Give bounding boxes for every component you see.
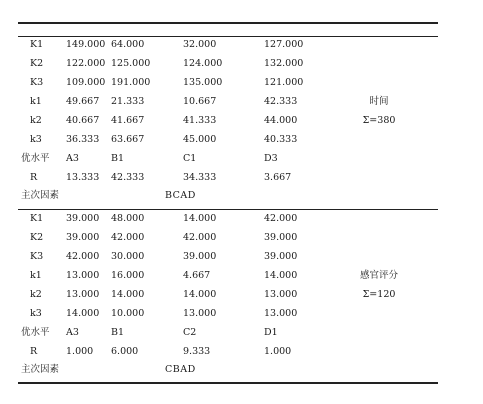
factor-b-value: 48.000	[111, 213, 145, 224]
factor-b-value: 64.000	[111, 39, 145, 50]
factor-d-value: 42.000	[264, 213, 298, 224]
factor-a-value: 13.000	[66, 289, 100, 300]
factor-c-value: 32.000	[183, 39, 217, 50]
row-label: K3	[30, 251, 44, 262]
factor-c-value: C1	[183, 153, 197, 164]
factor-c-value: 42.000	[183, 232, 217, 243]
order-label: 主次因素	[21, 364, 60, 375]
factor-a-value: 49.667	[66, 96, 100, 107]
order-row	[0, 187, 483, 205]
table-row	[0, 305, 483, 323]
order-row	[0, 361, 483, 379]
factor-c-value: 9.333	[183, 346, 211, 357]
factor-b-value: 10.000	[111, 308, 145, 319]
table-bottom-rule	[18, 382, 438, 384]
factor-b-value: 191.000	[111, 77, 151, 88]
row-label: k1	[30, 270, 42, 281]
factor-a-value: 13.000	[66, 270, 100, 281]
factor-d-value: 132.000	[264, 58, 304, 69]
factor-d-value: 13.000	[264, 308, 298, 319]
indicator-note: 感官评分	[359, 270, 398, 281]
row-label: k3	[30, 308, 42, 319]
factor-b-value: 16.000	[111, 270, 145, 281]
factor-c-value: C2	[183, 327, 197, 338]
factor-c-value: 124.000	[183, 58, 223, 69]
factor-b-value: 42.333	[111, 172, 145, 183]
row-label: R	[30, 346, 38, 357]
factor-a-value: 109.000	[66, 77, 106, 88]
indicator-note: Σ=120	[362, 289, 396, 300]
factor-a-value: 40.667	[66, 115, 100, 126]
factor-b-value: 21.333	[111, 96, 145, 107]
factor-d-value: D1	[264, 327, 278, 338]
table-row	[0, 210, 483, 228]
factor-c-value: 39.000	[183, 251, 217, 262]
row-label: k2	[30, 115, 42, 126]
table-row	[0, 248, 483, 266]
factor-c-value: 135.000	[183, 77, 223, 88]
factor-b-value: B1	[111, 327, 125, 338]
factor-b-value: 30.000	[111, 251, 145, 262]
factor-a-value: 1.000	[66, 346, 94, 357]
row-label: 优水平	[21, 153, 50, 164]
order-value: BCAD	[165, 190, 196, 201]
factor-a-value: 39.000	[66, 232, 100, 243]
factor-c-value: 41.333	[183, 115, 217, 126]
row-label: k1	[30, 96, 42, 107]
factor-b-value: 42.000	[111, 232, 145, 243]
factor-b-value: B1	[111, 153, 125, 164]
row-label: R	[30, 172, 38, 183]
factor-d-value: D3	[264, 153, 278, 164]
factor-d-value: 13.000	[264, 289, 298, 300]
factor-d-value: 39.000	[264, 232, 298, 243]
factor-a-value: 122.000	[66, 58, 106, 69]
table-row	[0, 55, 483, 73]
row-label: K3	[30, 77, 44, 88]
indicator-note: 时间	[369, 96, 389, 107]
factor-d-value: 42.333	[264, 96, 298, 107]
factor-c-value: 14.000	[183, 213, 217, 224]
table-row	[0, 93, 483, 111]
table-row	[0, 229, 483, 247]
indicator-note: Σ=380	[362, 115, 396, 126]
row-label: k2	[30, 289, 42, 300]
table-row	[0, 286, 483, 304]
row-label: k3	[30, 134, 42, 145]
order-value: CBAD	[165, 364, 196, 375]
table-row	[0, 150, 483, 168]
table-row	[0, 112, 483, 130]
row-label: K2	[30, 58, 44, 69]
factor-a-value: A3	[66, 327, 79, 338]
table-row	[0, 267, 483, 285]
factor-c-value: 4.667	[183, 270, 211, 281]
factor-c-value: 14.000	[183, 289, 217, 300]
factor-b-value: 6.000	[111, 346, 139, 357]
factor-a-value: 14.000	[66, 308, 100, 319]
factor-a-value: 36.333	[66, 134, 100, 145]
factor-d-value: 14.000	[264, 270, 298, 281]
table-top-rule	[18, 22, 438, 24]
factor-d-value: 3.667	[264, 172, 292, 183]
table-row	[0, 36, 483, 54]
table-row	[0, 131, 483, 149]
factor-a-value: 13.333	[66, 172, 100, 183]
factor-a-value: 39.000	[66, 213, 100, 224]
factor-a-value: 42.000	[66, 251, 100, 262]
row-label: 优水平	[21, 327, 50, 338]
factor-c-value: 13.000	[183, 308, 217, 319]
factor-a-value: 149.000	[66, 39, 106, 50]
factor-b-value: 125.000	[111, 58, 151, 69]
factor-a-value: A3	[66, 153, 79, 164]
row-label: K1	[30, 39, 44, 50]
factor-d-value: 39.000	[264, 251, 298, 262]
factor-c-value: 10.667	[183, 96, 217, 107]
table-row	[0, 343, 483, 361]
factor-d-value: 44.000	[264, 115, 298, 126]
factor-d-value: 1.000	[264, 346, 292, 357]
table-row	[0, 169, 483, 187]
factor-b-value: 63.667	[111, 134, 145, 145]
factor-d-value: 127.000	[264, 39, 304, 50]
table-row	[0, 324, 483, 342]
factor-b-value: 41.667	[111, 115, 145, 126]
factor-b-value: 14.000	[111, 289, 145, 300]
row-label: K2	[30, 232, 44, 243]
row-label: K1	[30, 213, 44, 224]
factor-d-value: 121.000	[264, 77, 304, 88]
factor-d-value: 40.333	[264, 134, 298, 145]
order-label: 主次因素	[21, 190, 60, 201]
factor-c-value: 45.000	[183, 134, 217, 145]
factor-c-value: 34.333	[183, 172, 217, 183]
table-row	[0, 74, 483, 92]
